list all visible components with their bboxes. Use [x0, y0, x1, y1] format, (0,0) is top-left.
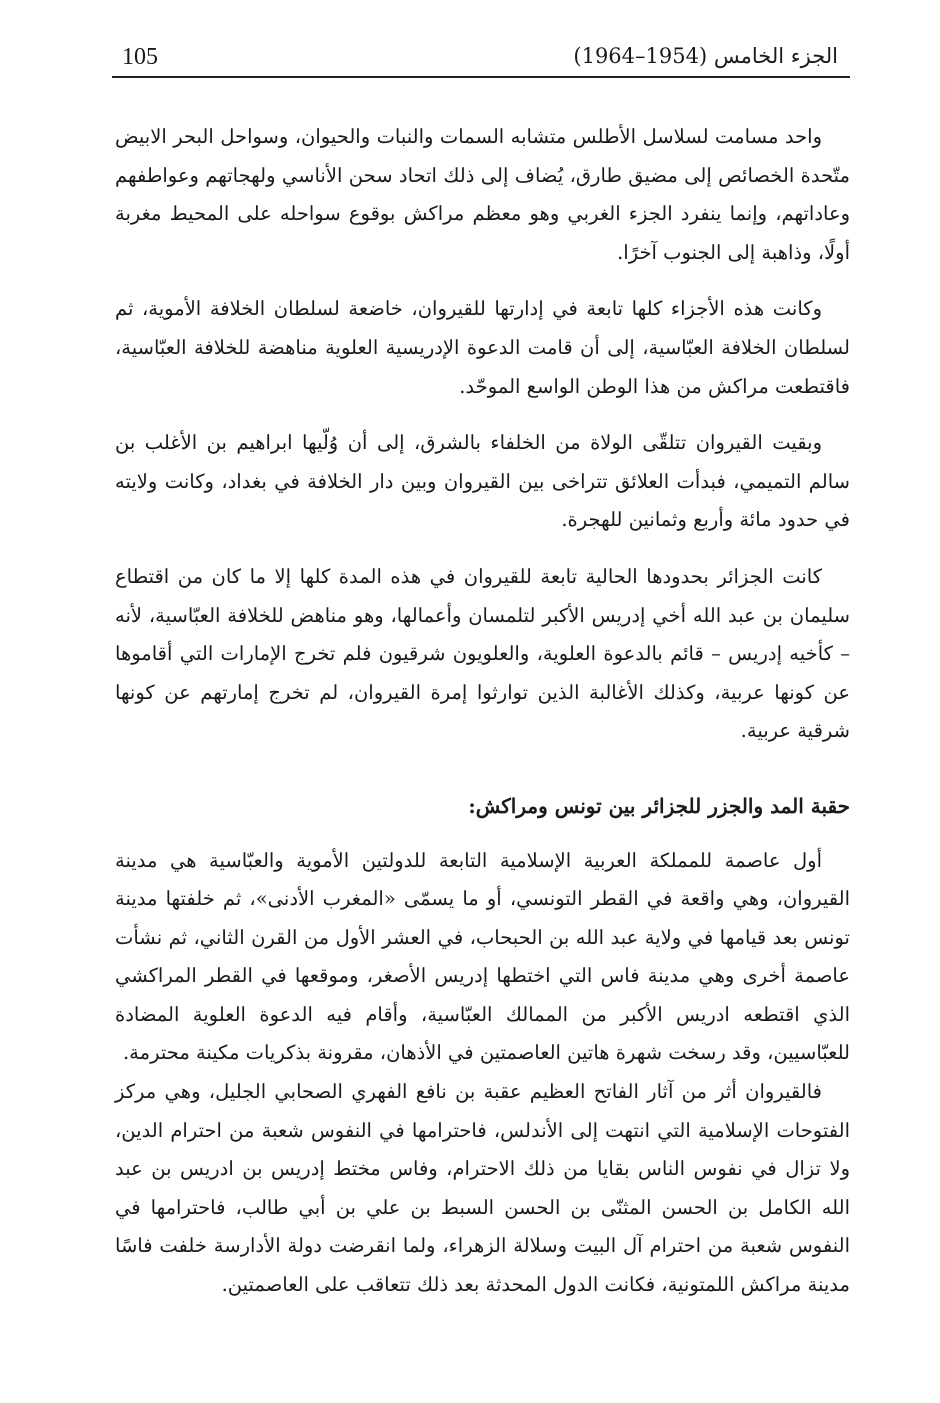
paragraph: أول عاصمة للمملكة العربية الإسلامية التابعة للدولتين الأموية والعبّاسية هي مدينة القيروان، وهي واقعة في القطر التونسي، أو ما يسمّى «المغرب الأدنى»، ثم خلفتها مدينة تونس بعد قيامها في ولاية عبد الله بن الحبحاب، في العشر الأول من القرن الثاني، ثم نشأت عاصمة أخرى وهي مدينة فاس التي اختطها إدريس الأصغر، وموقعها في القطر المراكشي الذي اقتطعه ادريس الأكبر من الممالك العبّاسية، وأقام فيه الدعوة العلوية المضادة للعبّاسيين، وقد رسخت شهرة هاتين العاصمتين في الأذهان، مقرونة بذكريات مكينة محترمة.	[115, 848, 850, 1065]
paragraph: وكانت هذه الأجزاء كلها تابعة في إدارتها للقيروان، خاضعة لسلطان الخلافة الأموية، ثم لسلطان الخلافة العبّاسية، إلى أن قامت الدعوة الإدريسية العلوية مناهضة للخلافة العبّاسية، فاقتطعت مراكش من هذا الوطن الواسع الموحّد.	[115, 297, 850, 398]
running-title: الجزء الخامس (1954–1964)	[573, 44, 838, 68]
page-header	[112, 38, 850, 78]
paragraph: وبقيت القيروان تتلقّى الولاة من الخلفاء بالشرق، إلى أن وُلّيها ابراهيم بن الأغلب بن سالم التميمي، فبدأت العلائق تتراخى بين القيروان وبين دار الخلافة في بغداد، وكانت ولايته في حدود مائة وأربع وثمانين للهجرة.	[115, 431, 850, 532]
paragraph: واحد مسامت لسلاسل الأطلس متشابه السمات والنبات والحيوان، وسواحل البحر الابيض متّحدة الخصائص إلى مضيق طارق، يُضاف إلى ذلك اتحاد سحن الأناسي ولهجاتهم وعواطفهم وعاداتهم، وإنما ينفرد الجزء الغربي وهو معظم مراكش بوقوع سواحله على المحيط مغربة أولًا، وذاهبة إلى الجنوب آخرًا.	[115, 125, 850, 264]
paragraph: كانت الجزائر بحدودها الحالية تابعة للقيروان في هذه المدة كلها إلا ما كان من اقتطاع سليمان بن عبد الله أخي إدريس الأكبر لتلمسان وأعمالها، وهو مناهض للخلافة العبّاسية، لأنه – كأخيه إدريس – قائم بالدعوة العلوية، والعلويون شرقيون فلم تخرج الإمارات التي أقاموها عن كونها عربية، وكذلك الأغالبة الذين توارثوا إمرة القيروان، لم تخرج إمارتهم عن كونها شرقية عربية.	[115, 564, 850, 743]
section-heading: حقبة المد والجزر للجزائر بين تونس ومراكش:	[468, 793, 850, 818]
header-rule	[112, 76, 850, 78]
page-body	[115, 118, 850, 1305]
page-number: 105	[122, 44, 158, 70]
paragraph: فالقيروان أثر من آثار الفاتح العظيم عقبة بن نافع الفهري الصحابي الجليل، وهي مركز الفتوحات الإسلامية التي انتهت إلى الأندلس، فاحترامها في النفوس شعبة من احترام الدين، ولا تزال في نفوس الناس بقايا من ذلك الاحترام، وفاس مختط إدريس بن ادريس بن عبد الله الكامل بن الحسن المثنّى بن الحسن السبط بن علي بن أبي طالب، فاحترامها في النفوس شعبة من احترام آل البيت وسلالة الزهراء، ولما انقرضت دولة الأدارسة خلفت فاسًا مدينة مراكش اللمتونية، فكانت الدول المحدثة بعد ذلك تتعاقب على العاصمتين.	[115, 1080, 850, 1297]
